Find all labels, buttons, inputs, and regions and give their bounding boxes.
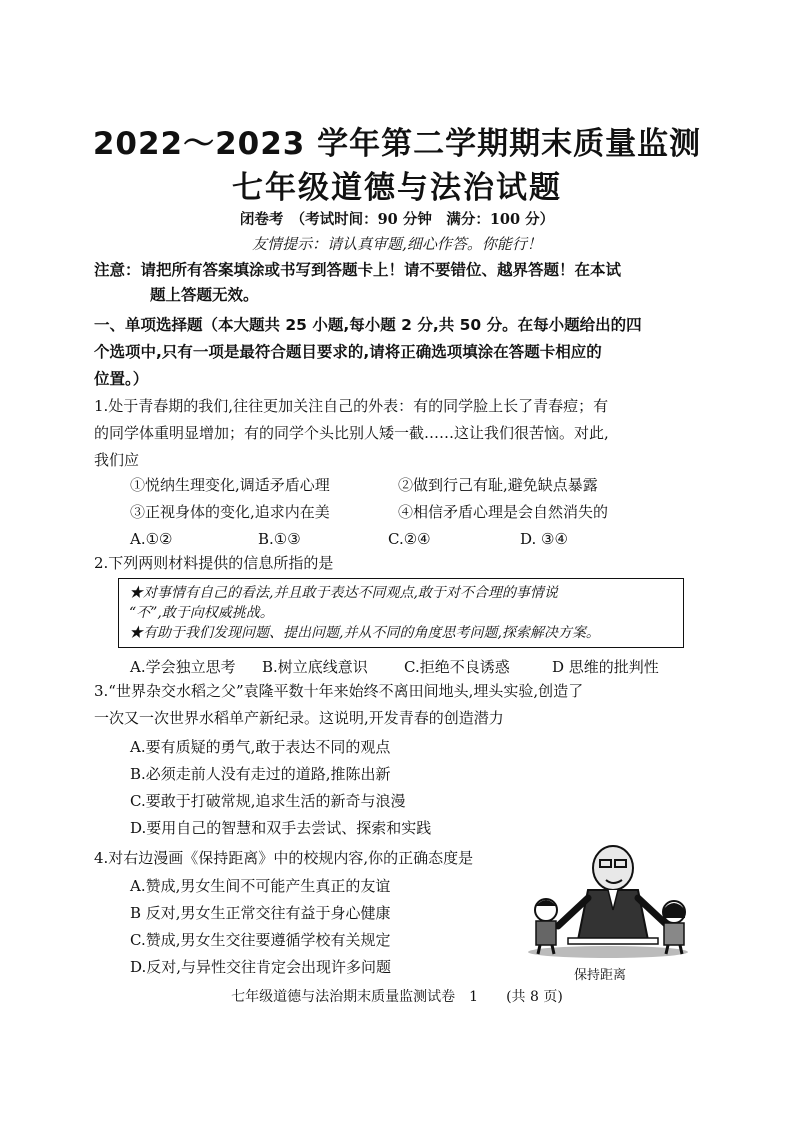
cartoon-teacher-figure [558,846,668,940]
q1-item-3: ③正视身体的变化,追求内在美 [130,503,330,521]
exam-info: 闭卷考 （考试时间：90 分钟 满分：100 分） [239,211,555,228]
q1-line1: 1.处于青春期的我们,往往更加关注自己的外表：有的同学脸上长了青春痘；有 [94,397,609,415]
q3-option-b: B.必须走前人没有走过的道路,推陈出新 [130,765,391,783]
q2-option-b: B.树立底线意识 [262,658,368,676]
q1-option-c: C.②④ [388,530,431,548]
q1-line3: 我们应 [94,451,140,469]
cartoon-caption: 保持距离 [574,968,627,983]
q1-option-b: B.①③ [258,530,301,548]
q2-material-box [118,578,684,648]
notice [94,258,694,308]
friendly-tip: 友情提示：请认真审题,细心作答。你能行！ [252,235,542,253]
q1-item-1: ①悦纳生理变化,调适矛盾心理 [130,476,330,494]
q2-box-line3: ★有助于我们发现问题、提出问题,并从不同的角度思考问题,探索解决方案。 [129,625,600,641]
q2-option-a: A.学会独立思考 [130,658,236,676]
page-footer: 七年级道德与法治期末质量监测试卷 1 (共 8 页) [231,989,563,1005]
section1-line3: 位置。） [94,370,149,388]
question-1 [94,393,696,474]
exam-title-line2: 七年级道德与法治试题 [232,170,562,206]
section1-line2: 个选项中,只有一项是最符合题目要求的,请将正确选项填涂在答题卡相应的 [94,343,602,361]
q3-option-a: A.要有质疑的勇气,敢于表达不同的观点 [130,738,391,756]
section1-line1: 一、单项选择题（本大题共 25 小题,每小题 2 分,共 50 分。在每小题给出的四 [94,316,642,334]
q2-option-d: D 思维的批判性 [552,658,659,676]
q3-option-c: C.要敢于打破常规,追求生活的新奇与浪漫 [130,792,406,810]
q1-option-a: A.①② [130,530,173,548]
q1-item-2: ②做到行己有耻,避免缺点暴露 [398,476,598,494]
cartoon-ruler [568,938,658,944]
q1-line2: 的同学体重明显增加；有的同学个头比别人矮一截……这让我们很苦恼。对此, [94,424,609,442]
q4-option-c: C.赞成,男女生交往要遵循学校有关规定 [130,931,391,949]
cartoon-right-student [663,901,685,954]
q3-line1: 3.“世界杂交水稻之父”袁隆平数十年来始终不离田间地头,埋头实验,创造了 [94,682,584,700]
notice-line2: 题上答题无效。 [150,286,259,304]
question-2 [94,550,696,577]
q1-option-d: D. ③④ [520,530,568,548]
q3-option-d: D.要用自己的智慧和双手去尝试、探索和实践 [130,819,432,837]
cartoon-keep-distance-illustration [518,840,692,960]
q4-option-b: B 反对,男女生正常交往有益于身心健康 [130,904,391,922]
cartoon-left-student [535,899,557,954]
q4-stem: 4.对右边漫画《保持距离》中的校规内容,你的正确态度是 [94,849,474,867]
question-3 [94,678,696,732]
exam-title-line1: 2022～2023 学年第二学期期末质量监测 [92,126,702,162]
section1-instructions [94,312,696,393]
q4-option-a: A.赞成,男女生间不可能产生真正的友谊 [130,877,391,895]
notice-line1: 注意：请把所有答案填涂或书写到答题卡上！请不要错位、越界答题！在本试 [94,261,622,279]
q4-option-d: D.反对,与异性交往肯定会出现许多问题 [130,958,392,976]
q3-line2: 一次又一次世界水稻单产新纪录。这说明,开发青春的创造潜力 [94,709,504,727]
q2-box-line1: ★对事情有自己的看法,并且敢于表达不同观点,敢于对不合理的事情说 [129,585,558,601]
q2-stem: 2.下列两则材料提供的信息所指的是 [94,554,334,572]
q2-box-line2: “不”,敢于向权威挑战。 [129,605,274,621]
q2-option-c: C.拒绝不良诱惑 [404,658,510,676]
q1-item-4: ④相信矛盾心理是会自然消失的 [398,503,609,521]
